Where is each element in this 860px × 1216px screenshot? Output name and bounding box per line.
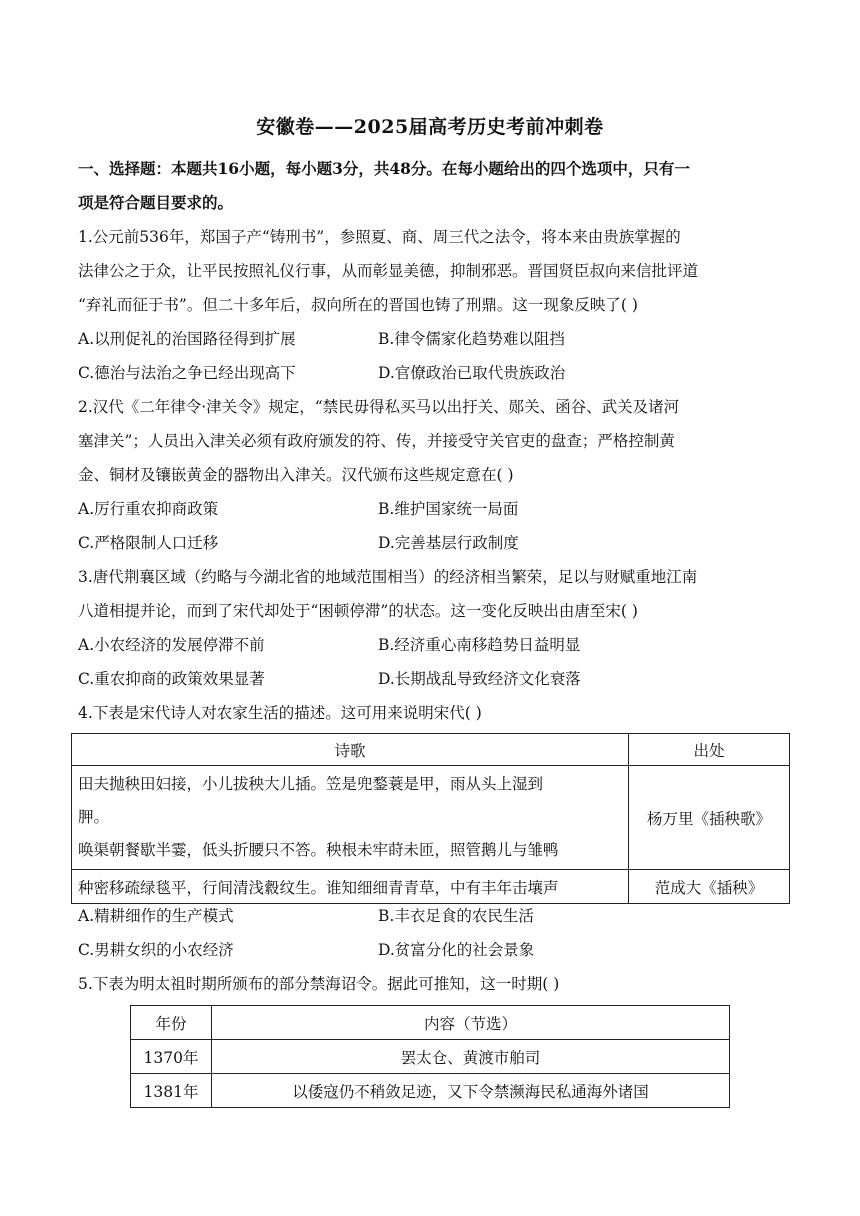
- q4-option-c[interactable]: C.男耕女织的小农经济: [78, 941, 234, 959]
- q4-table-poem-1: [72, 766, 629, 870]
- q4-poem-1-line2: 胛。: [78, 808, 110, 826]
- q5-row2-year: 1381年: [131, 1074, 212, 1108]
- q3-line1: 3.唐代荆襄区域（约略与今湖北省的地域范围相当）的经济相当繁荣，足以与财赋重地江南: [78, 568, 698, 586]
- q4-poem-1-line3: 唤渠朝餐歇半霎，低头折腰只不答。秧根未牢莳未匝，照管鹅儿与雏鸭: [78, 841, 559, 859]
- q3-option-b[interactable]: B.经济重心南移趋势日益明显: [378, 636, 581, 654]
- q4-table-header-poem: 诗歌: [72, 734, 629, 766]
- q3-option-a[interactable]: A.小农经济的发展停滞不前: [78, 636, 265, 654]
- q4-table-source-2: 范成大《插秧》: [629, 870, 790, 904]
- q5-row1-content: 罢太仓、黄渡市舶司: [212, 1040, 730, 1074]
- q5-row2-content: 以倭寇仍不稍敛足迹，又下令禁濒海民私通海外诸国: [212, 1074, 730, 1108]
- q5-row1-year: 1370年: [131, 1040, 212, 1074]
- q4-option-d[interactable]: D.贫富分化的社会景象: [378, 941, 535, 959]
- q4-table-source-1: 杨万里《插秧歌》: [629, 766, 790, 870]
- q3-option-d[interactable]: D.长期战乱导致经济文化衰落: [378, 670, 581, 688]
- q2-option-c[interactable]: C.严格限制人口迁移: [78, 534, 219, 552]
- q4-table-poem-2: 种密移疏绿毯平，行间清浅縠纹生。谁知细细青青草，中有丰年击壤声: [72, 870, 629, 904]
- table-row: [131, 1074, 730, 1108]
- q1-option-c[interactable]: C.德治与法治之争已经出现高下: [78, 364, 296, 382]
- q4-stem: 4.下表是宋代诗人对农家生活的描述。这可用来说明宋代( ): [78, 704, 482, 722]
- q2-option-b[interactable]: B.维护国家统一局面: [378, 500, 519, 518]
- q1-option-d[interactable]: D.官僚政治已取代贵族政治: [378, 364, 566, 382]
- q2-option-a[interactable]: A.厉行重农抑商政策: [78, 500, 219, 518]
- q4-option-a[interactable]: A.精耕细作的生产模式: [78, 907, 234, 925]
- q2-line2: 塞津关”；人员出入津关必须有政府颁发的符、传，并接受守关官吏的盘查；严格控制黄: [78, 432, 675, 450]
- q4-option-b[interactable]: B.丰衣足食的农民生活: [378, 907, 534, 925]
- section-heading-line2: 项是符合题目要求的。: [78, 193, 234, 212]
- page-title: 安徽卷——2025届高考历史考前冲刺卷: [256, 116, 604, 138]
- q1-option-b[interactable]: B.律令儒家化趋势难以阻挡: [378, 330, 565, 348]
- q4-poem-1-line1: 田夫抛秧田妇接，小儿拔秧大儿插。笠是兜鍪蓑是甲，雨从头上湿到: [78, 775, 544, 793]
- section-heading-line1: 一、选择题：本题共16小题，每小题3分，共48分。在每小题给出的四个选项中，只有一: [78, 159, 690, 178]
- q3-option-c[interactable]: C.重农抑商的政策效果显著: [78, 670, 265, 688]
- q5-stem: 5.下表为明太祖时期所颁布的部分禁海诏令。据此可推知，这一时期( ): [78, 975, 560, 993]
- q3-line2: 八道相提并论，而到了宋代却处于“困顿停滞”的状态。这一变化反映出由唐至宋( ): [78, 602, 638, 620]
- q5-table-header-year: 年份: [131, 1006, 212, 1040]
- q1-line2: 法律公之于众，让平民按照礼仪行事，从而彰显美德，抑制邪恶。晋国贤臣叔向来信批评道: [78, 262, 699, 280]
- table-row: [131, 1040, 730, 1074]
- q2-option-d[interactable]: D.完善基层行政制度: [378, 534, 519, 552]
- q5-table: [130, 1005, 730, 1108]
- q1-option-a[interactable]: A.以刑促礼的治国路径得到扩展: [78, 330, 296, 348]
- q4-table-header-source: 出处: [629, 734, 790, 766]
- q1-line3: “弃礼而征于书”。但二十多年后，叔向所在的晋国也铸了刑鼎。这一现象反映了( ): [78, 296, 638, 314]
- q2-line3: 金、铜材及镶嵌黄金的器物出入津关。汉代颁布这些规定意在( ): [78, 466, 514, 484]
- q5-table-header-content: 内容（节选）: [212, 1006, 730, 1040]
- q2-line1: 2.汉代《二年律令·津关令》规定，“禁民毋得私买马以出扜关、郧关、函谷、武关及诸河: [78, 398, 680, 416]
- q4-table: [71, 733, 790, 904]
- q1-line1: 1.公元前536年，郑国子产“铸刑书”，参照夏、商、周三代之法令，将本来由贵族掌握的: [78, 228, 681, 246]
